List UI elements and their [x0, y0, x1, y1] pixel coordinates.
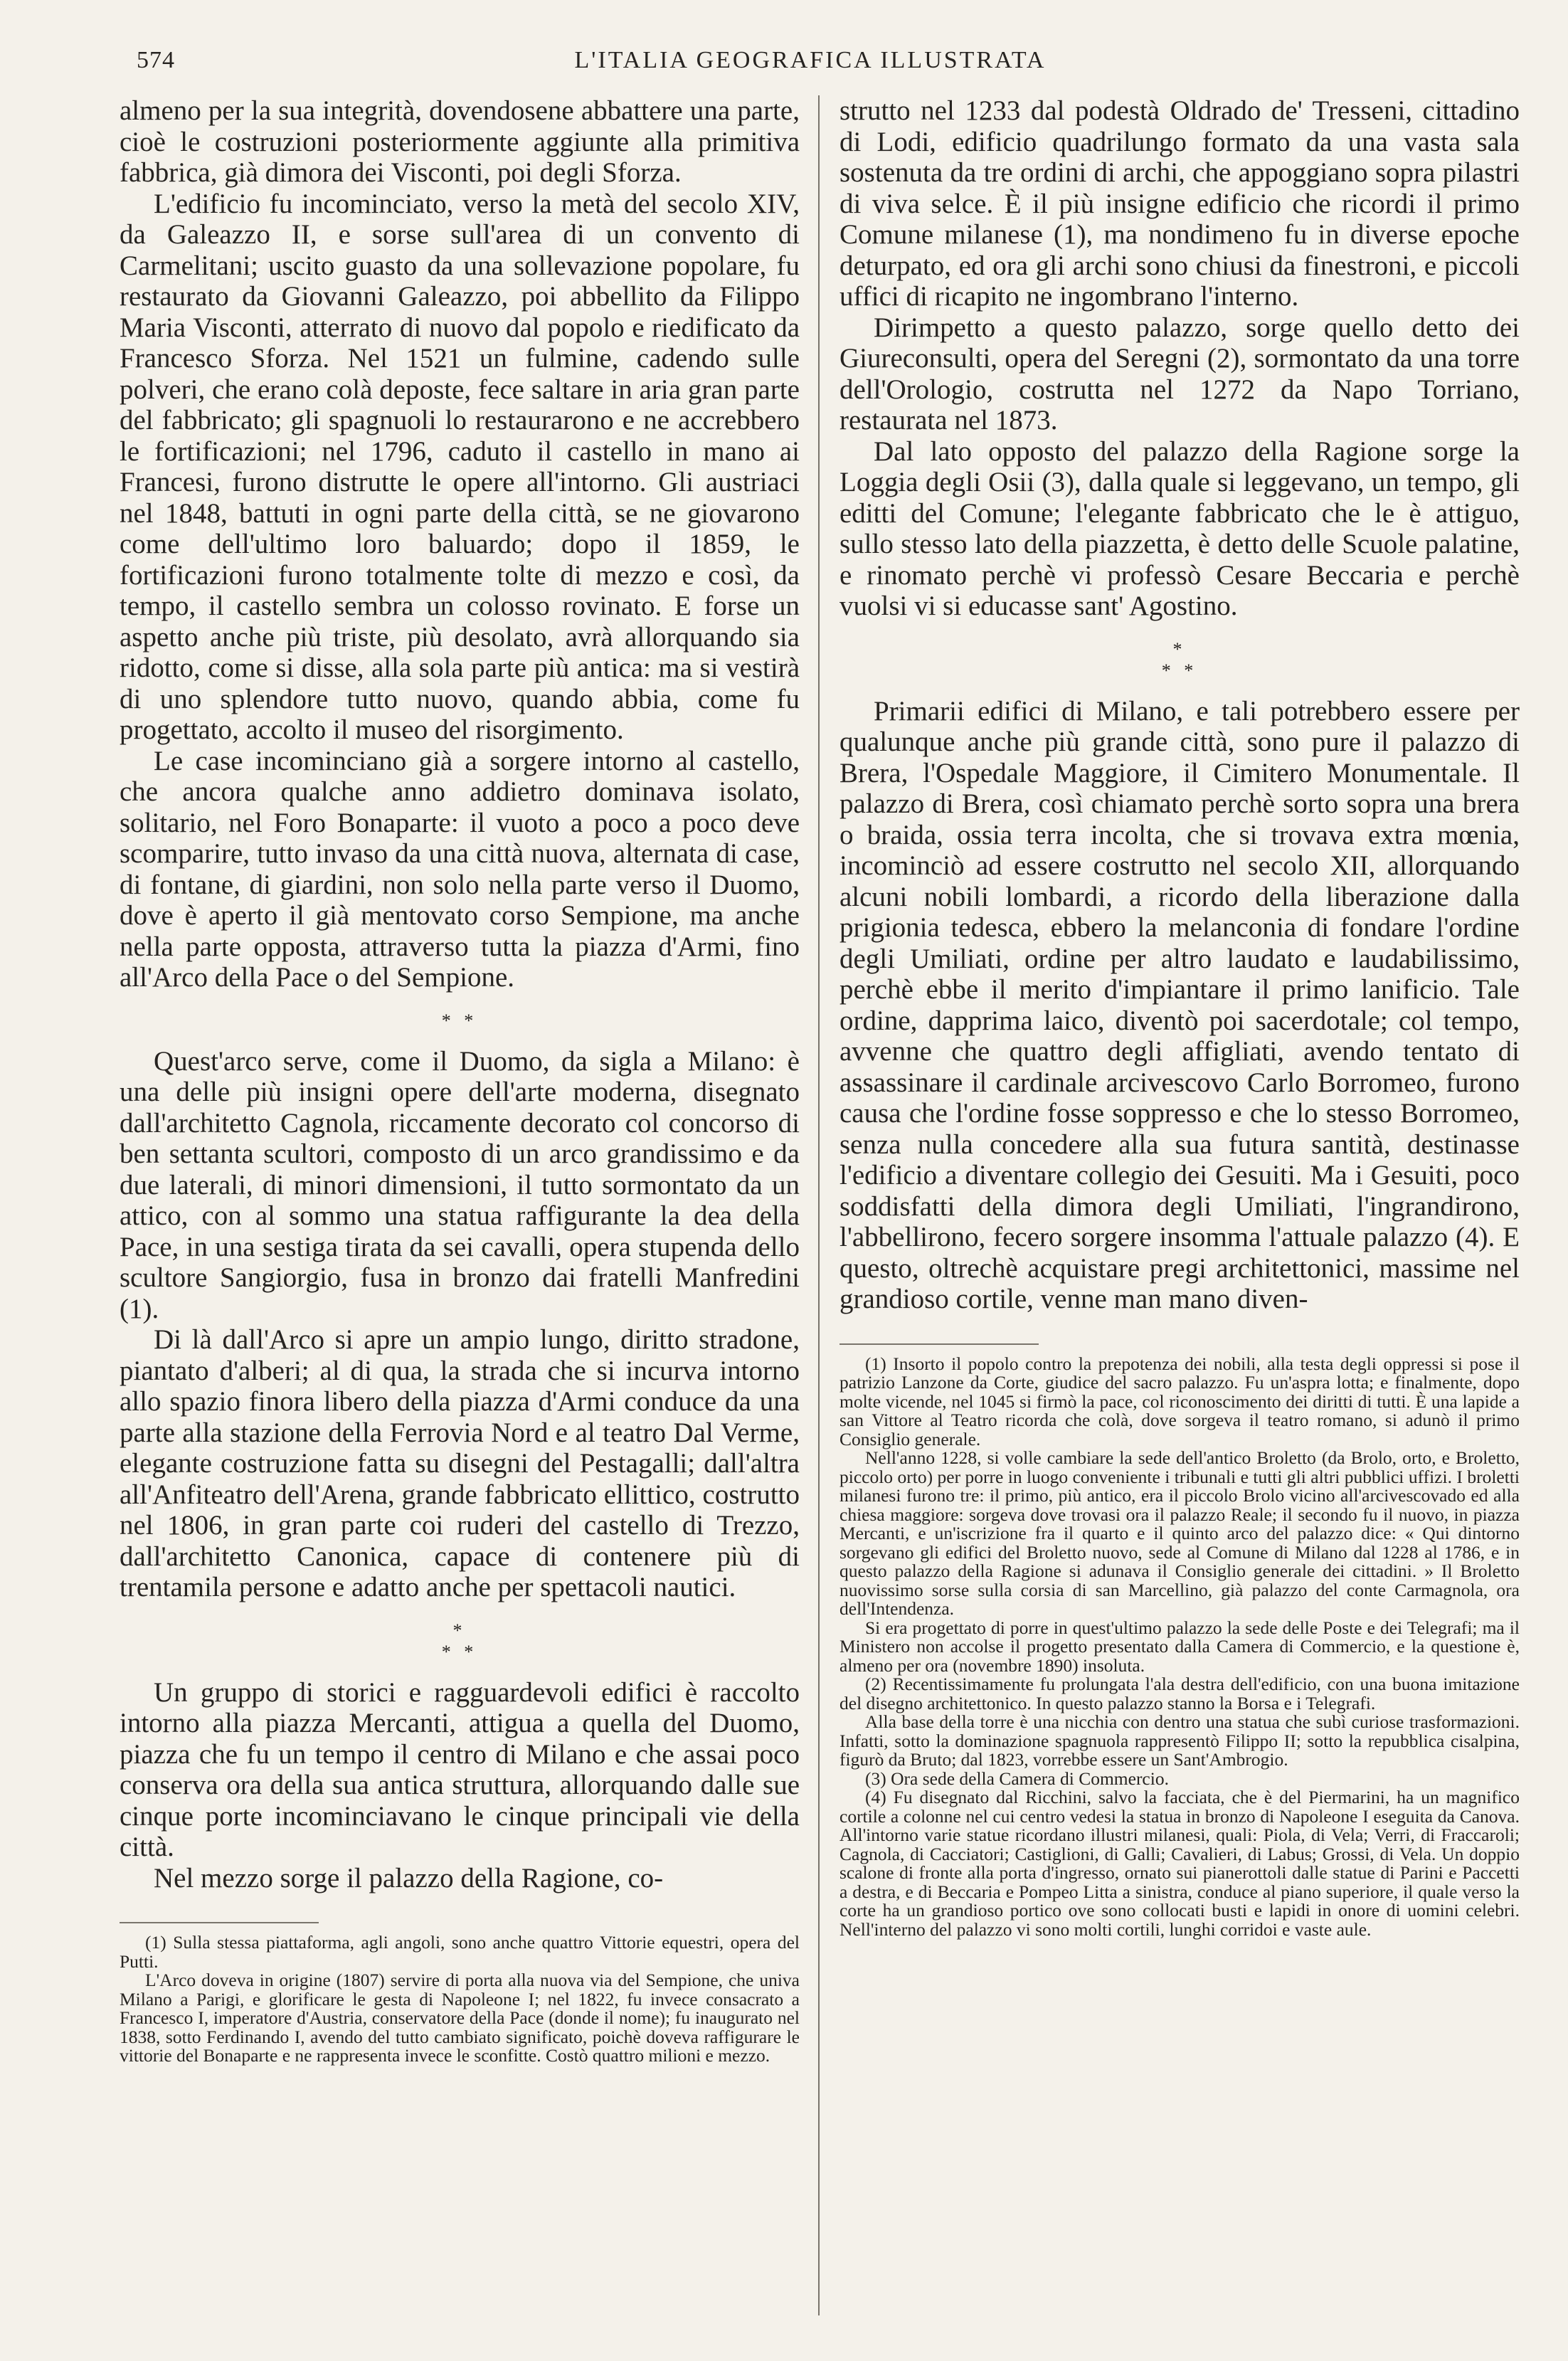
paragraph: Le case incominciano già a sorgere intorno al castello, che ancora qualche anno addietro dominava isolato, solitario, nel Foro Bonaparte: il vuoto a poco a poco deve scomparire, tutto invaso da una città nuova, alternata di case, di fontane, di giardini, non solo nella parte verso il Duomo, dove è aperto il già mentovato corso Sempione, ma anche nella parte opposta, attraverso tutta la piazza d'Armi, fino all'Arco della Pace o del Sempione. — [120, 745, 800, 993]
paragraph: almeno per la sua integrità, dovendosene abbattere una parte, cioè le costruzioni posteriormente aggiunte alla primitiva fabbrica, già dimora dei Visconti, poi degli Sforza. — [120, 95, 800, 188]
footnote: (4) Fu disegnato dal Ricchini, salvo la facciata, che è del Piermarini, ha un magnifico cortile a colonne nel cui centro vedesi la statua in bronzo di Napoleone I eseguita da Canova. All'intorno varie statue ricordano illustri milanesi, quali: Piola, di Vela; Verri, di Fraccaroli; Cagnola, di Cacciatori; Castiglioni, di Galli; Cavalieri, di Labus; Grossi, di Vela. Un doppio scalone di fronte alla porta d'ingresso, ornato sui pianerottoli dalle statue di Parini e Paccetti a destra, e di Beccaria e Pompeo Litta a sinistra, conduce al piano superiore, il quale verso la corte ha un grandioso portico ove sono collocati busti e lapidi in onore di uomini celebri. Nell'interno del palazzo vi sono molti cortili, lunghi corridoi e vaste aule. — [839, 1787, 1520, 1940]
footnote: (1) Sulla stessa piattaforma, agli angoli, sono anche quattro Vittorie equestri, opera del Putti. — [120, 1932, 800, 1972]
footnote: Alla base della torre è una nicchia con dentro una statua che subì curiose trasformazioni. Infatti, sotto la dominazione spagnuola rappresentò Filippo II; sotto la repubblica cisalpina, figurò da Bruto; dal 1823, vorrebbe essere un Sant'Ambrogio. — [839, 1711, 1520, 1770]
section-separator: * * — [441, 1010, 478, 1031]
page-number: 574 — [137, 47, 175, 73]
right-column — [839, 95, 1520, 1939]
footnote: L'Arco doveva in origine (1807) servire di porta alla nuova via del Sempione, che univa Milano a Parigi, e glorificare le gesta di Napoleone I; nel 1822, fu invece consacrato a Francesco I, imperatore d'Austria, conservatore della Pace (donde il nome); fu inaugurato nel 1838, sotto Ferdinando I, avendo del tutto cambiato significato, poichè doveva raffigurare le vittorie del Bonaparte e ne rappresenta invece le sconfitte. Costò quattro milioni e mezzo. — [120, 1970, 800, 2066]
paragraph: Primarii edifici di Milano, e tali potrebbero essere per qualunque anche più grande città, sono pure il palazzo di Brera, l'Ospedale Maggiore, il Cimitero Monumentale. Il palazzo di Brera, così chiamato perchè sorto sopra una brera o braida, ossia terra incolta, che si trovava extra mœnia, incominciò ad essere costrutto nel secolo XII, allorquando alcuni nobili lombardi, a ricordo della liberazione dalla prigionia tedesca, ebbero la melanconia di fondare l'ordine degli Umiliati, ordine per altro laudato e laudabilissimo, perchè ebbe il merito d'impiantare il primo lanificio. Tale ordine, dapprima laico, diventò poi sacerdotale; col tempo, avvenne che quattro degli affigliati, avendo tentato di assassinare il cardinale arcivescovo Carlo Borromeo, furono causa che l'ordine fosse soppresso e che lo stesso Borromeo, senza nulla concedere alla sua futura santità, destinasse l'edificio a diventare collegio dei Gesuiti. Ma i Gesuiti, poco soddisfatti della dimora degli Umiliati, l'ingrandirono, l'abbellirono, fecero sorgere insomma l'attuale palazzo (4). E questo, oltrechè acquistare pregi architettonici, massime nel grandioso cortile, venne man mano diven- — [839, 695, 1520, 1314]
paragraph: Un gruppo di storici e ragguardevoli edifici è raccolto intorno alla piazza Mercanti, attigua a quella del Duomo, piazza che fu un tempo il centro di Milano e che assai poco conserva ora della sua antica struttura, allorquando dalle sue cinque porte incominciavano le cinque principali vie della città. — [120, 1676, 800, 1862]
footnote-rule — [120, 1922, 319, 1923]
paragraph: Nel mezzo sorge il palazzo della Ragione, co- — [154, 1862, 664, 1893]
paragraph: Quest'arco serve, come il Duomo, da sigla a Milano: è una delle più insigni opere dell'arte moderna, disegnato dall'architetto Cagnola, riccamente decorato col concorso di ben settanta scultori, composto di un arco grandissimo e da due laterali, di minori dimensioni, il tutto sormontato da un attico, con al sommo una statua raffigurante la dea della Pace, in una sestiga tirata da sei cavalli, opera stupenda dello scultore Sangiorgio, fusa in bronzo dai fratelli Manfredini (1). — [120, 1045, 800, 1324]
column-rule — [818, 95, 820, 2315]
footnote: (1) Insorto il popolo contro la prepotenza dei nobili, alla testa degli oppressi si pose il patrizio Lanzone da Corte, giudice del sacro palazzo. Fu un'aspra lotta; e finalmente, dopo molte vicende, nel 1045 si firmò la pace, col riconoscimento dei diritti di tutti. È una lapide a san Vittore al Teatro ricorda che colà, dove sorgeva il teatro romano, si adunò il primo Consiglio generale. — [839, 1353, 1520, 1449]
footnote: Si era progettato di porre in quest'ultimo palazzo la sede delle Poste e dei Telegrafi; ma il Ministero non accolse il progetto presentato dalla Camera di Commercio, e la questione è, almeno per ora (novembre 1890) insoluta. — [839, 1617, 1520, 1676]
section-separator: * * * — [1161, 638, 1198, 681]
running-title: L'ITALIA GEOGRAFICA ILLUSTRATA — [574, 47, 1047, 73]
paragraph: Dirimpetto a questo palazzo, sorge quello detto dei Giureconsulti, opera del Seregni (2), sormontato da una torre dell'Orologio, costrutta nel 1272 da Napo Torriano, restaurata nel 1873. — [839, 312, 1520, 435]
page-header — [137, 40, 1484, 83]
footnote: (2) Recentissimamente fu prolungata l'ala destra dell'edificio, con una buona imitazione del disegno architettonico. In questo palazzo stanno la Borsa e i Telegrafi. — [839, 1674, 1520, 1713]
paragraph: Di là dall'Arco si apre un ampio lungo, diritto stradone, piantato d'alberi; al di qua, la strada che si incurva intorno allo spazio finora libero della piazza d'Armi conduce da una parte alla stazione della Ferrovia Nord e al teatro Dal Verme, elegante costruzione fatta su disegni del Pestagalli; dall'altra all'Anfiteatro dell'Arena, grande fabbricato ellittico, costrutto nel 1806, in gran parte coi ruderi del castello di Trezzo, dall'architetto Canonica, capace di contenere più di trentamila persone e adatto anche per spettacoli nautici. — [120, 1324, 800, 1602]
footnote: (3) Ora sede della Camera di Commercio. — [865, 1768, 1169, 1789]
paragraph: L'edificio fu incominciato, verso la metà del secolo XIV, da Galeazzo II, e sorse sull'area di un convento di Carmelitani; uscito guasto da una sollevazione popolare, fu restaurato da Giovanni Galeazzo, poi abbellito da Filippo Maria Visconti, atterrato di nuovo dal popolo e riedificato da Francesco Sforza. Nel 1521 un fulmine, cadendo sulle polveri, che erano colà deposte, fece saltare in aria gran parte del fabbricato; gli spagnuoli lo restaurarono e ne accrebbero le fortificazioni; nel 1796, caduto il castello in mano ai Francesi, furono distrutte le opere all'intorno. Gli austriaci nel 1848, battuti in ogni parte della città, se ne giovarono come dell'ultimo loro baluardo; dopo il 1859, le fortificazioni furono totalmente tolte di mezzo e così, da tempo, il castello sembra un colosso rovinato. E forse un aspetto anche più triste, più desolato, avrà allorquando sia ridotto, come si disse, alla sola parte più antica: ma si vestirà di uno splendore tutto nuovo, quando abbia, come fu progettato, accolto il museo del risorgimento. — [120, 188, 800, 745]
paragraph: strutto nel 1233 dal podestà Oldrado de' Tresseni, cittadino di Lodi, edificio quadrilungo formato da una vasta sala sostenuta da tre ordini di archi, che appoggiano sopra pilastri di viva selce. È il più insigne edificio che ricordi il primo Comune milanese (1), ma nondimeno fu in diverse epoche deturpato, ed ora gli archi sono chiusi da finestroni, e piccoli uffici di ricapito ne ingombrano l'interno. — [839, 95, 1520, 312]
left-column — [120, 95, 800, 2066]
footnote: Nell'anno 1228, si volle cambiare la sede dell'antico Broletto (da Brolo, orto, e Broletto, piccolo orto) per porre in luogo conveniente i tribunali e tutti gli altri pubblici uffizi. I broletti milanesi furono tre: il primo, più antico, era il piccolo Brolo vicino all'arcivescovado ed alla chiesa maggiore: sorgeva dove trovasi ora il palazzo Reale; il secondo fu il nuovo, in piazza Mercanti, e un'iscrizione fra il quarto e il quinto arco del palazzo dice: « Qui dintorno sorgevano gli edifici del Broletto nuovo, sede al Comune di Milano dal 1228 al 1786, e in questo palazzo della Ragione si adunava il Consiglio generale dei cittadini. » Il Broletto nuovissimo sorse sulla corsia di san Marcellino, già palazzo del conte Carmagnola, ora dell'Intendenza. — [839, 1447, 1520, 1619]
section-separator: * * * — [441, 1620, 478, 1662]
footnote-rule — [839, 1343, 1039, 1345]
paragraph: Dal lato opposto del palazzo della Ragione sorge la Loggia degli Osii (3), dalla quale si leggevano, un tempo, gli editti del Comune; l'elegante fabbricato che le è attiguo, sullo stesso lato della piazzetta, è detto delle Scuole palatine, e rinomato perchè vi professò Cesare Beccaria e perchè vuolsi vi si educasse sant' Agostino. — [839, 435, 1520, 621]
